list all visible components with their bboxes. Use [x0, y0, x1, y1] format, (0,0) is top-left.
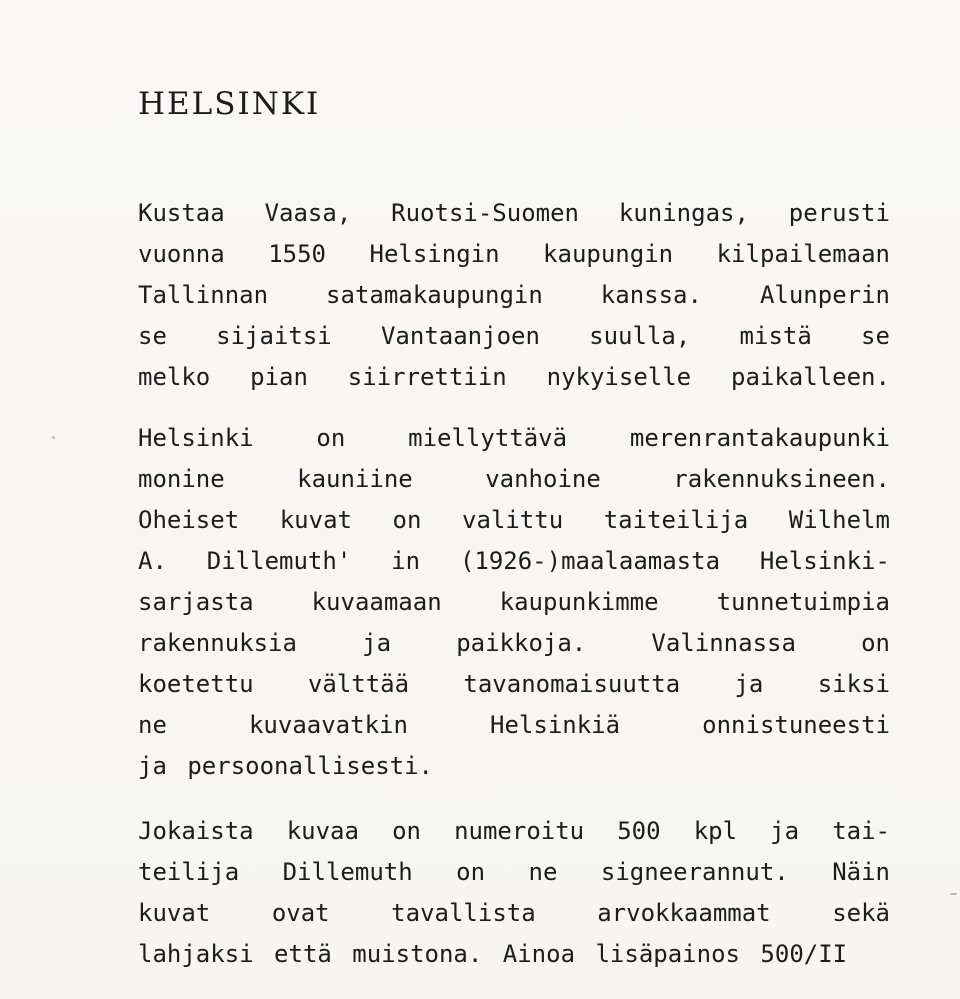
word: on	[316, 424, 346, 452]
word: sekä	[832, 899, 890, 927]
text-line	[138, 582, 890, 623]
word: se	[861, 322, 890, 350]
word: sijaitsi	[216, 322, 332, 350]
paragraph-1	[138, 193, 890, 398]
word: Vaasa,	[264, 199, 352, 227]
word: Alunperin	[759, 281, 890, 309]
word: pian	[250, 363, 308, 391]
word: arvokkaammat	[597, 899, 771, 927]
word: paikalleen.	[731, 363, 890, 391]
word: valittu	[462, 506, 564, 534]
word: Helsinki-	[759, 547, 890, 575]
word: tavallista	[391, 899, 536, 927]
word: on	[392, 817, 421, 845]
word: miellyttävä	[408, 424, 568, 452]
word: rakennuksia	[138, 629, 297, 657]
word: perusti	[788, 199, 890, 227]
word: välttää	[307, 670, 410, 698]
word: on	[861, 629, 890, 657]
text-line	[138, 357, 890, 398]
text-line	[138, 623, 890, 664]
word: kauniine	[297, 465, 413, 493]
word: tunnetuimpia	[716, 588, 890, 616]
text-line	[138, 852, 890, 893]
word: kanssa.	[600, 281, 702, 309]
word: ovat	[271, 899, 330, 927]
word: vanhoine	[485, 465, 601, 493]
word: ja	[770, 817, 800, 845]
word: teilija	[138, 858, 240, 886]
word: kuvaamaan	[311, 588, 442, 616]
text-line	[138, 234, 890, 275]
word: numeroitu	[454, 817, 585, 845]
word: merenrantakaupunki	[629, 424, 890, 452]
word: nykyiselle	[546, 363, 692, 391]
word: Dillemuth	[282, 858, 413, 886]
word: Oheiset	[138, 506, 240, 534]
text-line	[138, 275, 890, 316]
paragraph-3	[138, 811, 890, 975]
word: taiteilija	[603, 506, 749, 534]
word: kuvaa	[286, 817, 359, 845]
word: Jokaista	[138, 817, 254, 845]
text-line	[138, 193, 890, 234]
word: monine	[138, 465, 225, 493]
text-line	[138, 811, 890, 852]
word: kuvat	[279, 506, 352, 534]
word: suulla,	[589, 322, 691, 350]
word: Helsinki	[138, 424, 254, 452]
word: on	[456, 858, 486, 886]
word: rakennuksineen.	[673, 465, 890, 493]
word: ne	[528, 858, 558, 886]
text-line	[138, 316, 890, 357]
paper-speck	[52, 436, 55, 439]
word: Dillemuth'	[206, 547, 352, 575]
text-line	[138, 500, 890, 541]
word: paikkoja.	[456, 629, 587, 657]
word: Ruotsi-Suomen	[391, 199, 579, 227]
paragraph-2	[138, 418, 890, 787]
word: siksi	[817, 670, 890, 698]
word: Helsinkiä	[490, 711, 621, 739]
word: tai-	[832, 817, 890, 845]
word: siirrettiin	[347, 363, 507, 391]
word: kpl	[693, 817, 738, 845]
text-line	[138, 418, 890, 459]
word: vuonna	[138, 240, 225, 268]
word: ne	[138, 711, 167, 739]
word: Tallinnan	[138, 281, 269, 309]
word: kuvaavatkin	[248, 711, 408, 739]
text-line: lahjaksi että muistona. Ainoa lisäpainos 500/II	[138, 940, 848, 968]
word: Kustaa	[138, 199, 225, 227]
word: kuningas,	[618, 199, 749, 227]
word: Vantaanjoen	[380, 322, 540, 350]
word: (1926-)maalaamasta	[459, 547, 721, 575]
word: melko	[138, 363, 211, 391]
word: kaupungin	[543, 240, 674, 268]
paper-speck	[950, 893, 957, 895]
word: ja	[734, 670, 764, 698]
text-line: ja persoonallisesti.	[138, 752, 433, 780]
word: A.	[138, 547, 167, 575]
document-title: HELSINKI	[138, 86, 321, 122]
word: Wilhelm	[788, 506, 890, 534]
text-line	[138, 705, 890, 746]
text-line	[138, 664, 890, 705]
text-line	[138, 893, 890, 934]
word: on	[392, 506, 422, 534]
word: kaupunkimme	[499, 588, 659, 616]
word: mistä	[739, 322, 812, 350]
word: kilpailemaan	[716, 240, 890, 268]
word: Helsingin	[369, 240, 500, 268]
word: Valinnassa	[651, 629, 796, 657]
word: onnistuneesti	[702, 711, 890, 739]
word: sarjasta	[138, 588, 254, 616]
word: koetettu	[138, 670, 254, 698]
word: satamakaupungin	[326, 281, 543, 309]
word: Näin	[832, 858, 890, 886]
word: se	[138, 322, 167, 350]
text-line	[138, 541, 890, 582]
text-line	[138, 459, 890, 500]
word: 1550	[268, 240, 326, 268]
word: signeerannut.	[600, 858, 789, 886]
word: in	[391, 547, 421, 575]
word: kuvat	[138, 899, 211, 927]
word: ja	[362, 629, 392, 657]
word: tavanomaisuutta	[463, 670, 681, 698]
word: 500	[617, 817, 661, 845]
